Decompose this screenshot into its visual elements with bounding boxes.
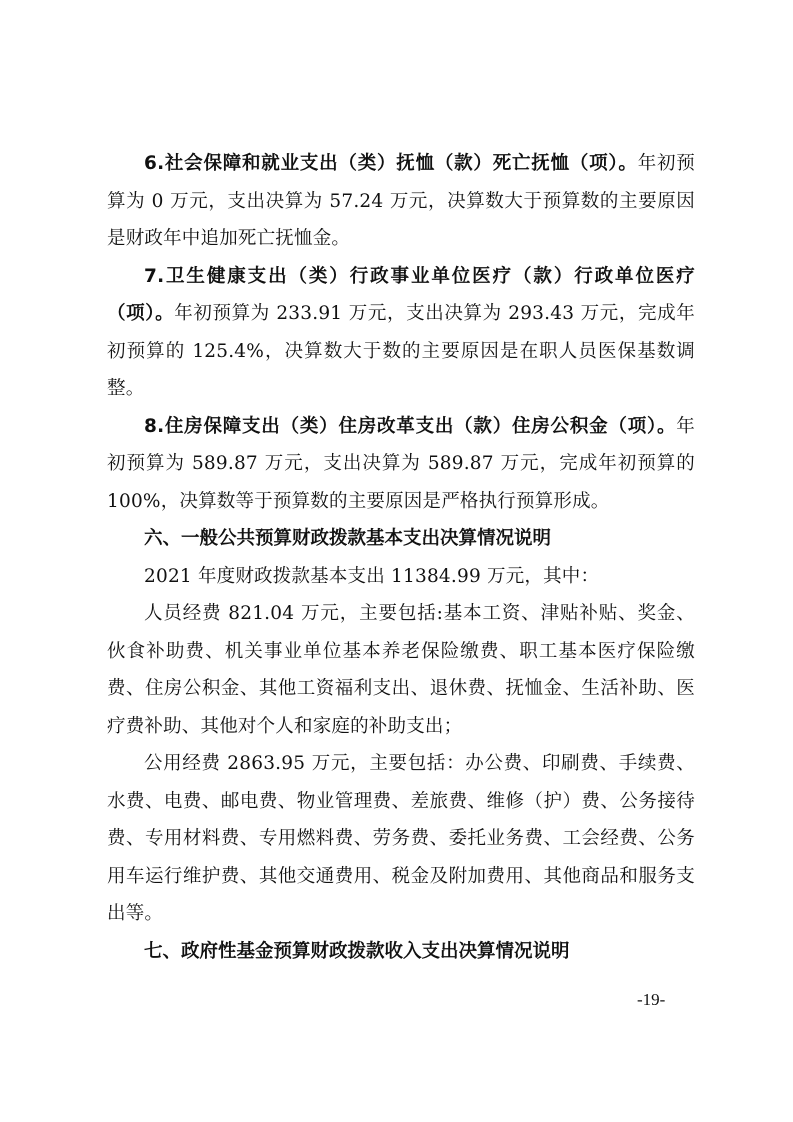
- public-expense-paragraph: 公用经费 2863.95 万元，主要包括：办公费、印刷费、手续费、水费、电费、邮电费、物业管理费、差旅费、维修（护）费、公务接待费、专用材料费、专用燃料费、劳务费、委托业务费、工会经费、公务用车运行维护费、其他交通费用、税金及附加费用、其他商品和服务支出等。: [107, 753, 695, 924]
- section-6-summary: 2021 年度财政拨款基本支出 11384.99 万元，其中：: [144, 565, 600, 587]
- item-6-body: 年初预算为 0 万元，支出决算为 57.24 万元，决算数大于预算数的主要原因是财政年中追加死亡抚恤金。: [107, 153, 695, 249]
- item-8-body: 年初预算为 589.87 万元，支出决算为 589.87 万元，完成年初预算的 100%，决算数等于预算数的主要原因是严格执行预算形成。: [107, 415, 695, 512]
- personnel-expense-paragraph: 人员经费 821.04 万元，主要包括:基本工资、津贴补贴、奖金、伙食补助费、机关事业单位基本养老保险缴费、职工基本医疗保险缴费、住房公积金、其他工资福利支出、退休费、抚恤金、生活补助、医疗费补助、其他对个人和家庭的补助支出；: [107, 603, 695, 737]
- item-8-paragraph: [107, 408, 695, 521]
- item-6-paragraph: [107, 145, 695, 258]
- section-7-heading: 七、政府性基金预算财政拨款收入支出决算情况说明: [144, 940, 570, 962]
- item-7-body: 年初预算为 233.91 万元，支出决算为 293.43 万元，完成年初预算的 125.4%，决算数大于数的主要原因是在职人员医保基数调整。: [107, 303, 695, 399]
- item-6-title: 6.社会保障和就业支出（类）抚恤（款）死亡抚恤（项）。: [144, 153, 638, 174]
- item-7-title: 7.卫生健康支出（类）行政事业单位医疗（款）行政单位医疗（项）。: [107, 265, 695, 324]
- item-8-title: 8.住房保障支出（类）住房改革支出（款）住房公积金（项）。: [144, 415, 677, 437]
- section-6-heading: 六、一般公共预算财政拨款基本支出决算情况说明: [144, 528, 552, 549]
- item-7-paragraph: [107, 258, 695, 408]
- page-content: [107, 145, 695, 970]
- page-number: -19-: [637, 990, 666, 1009]
